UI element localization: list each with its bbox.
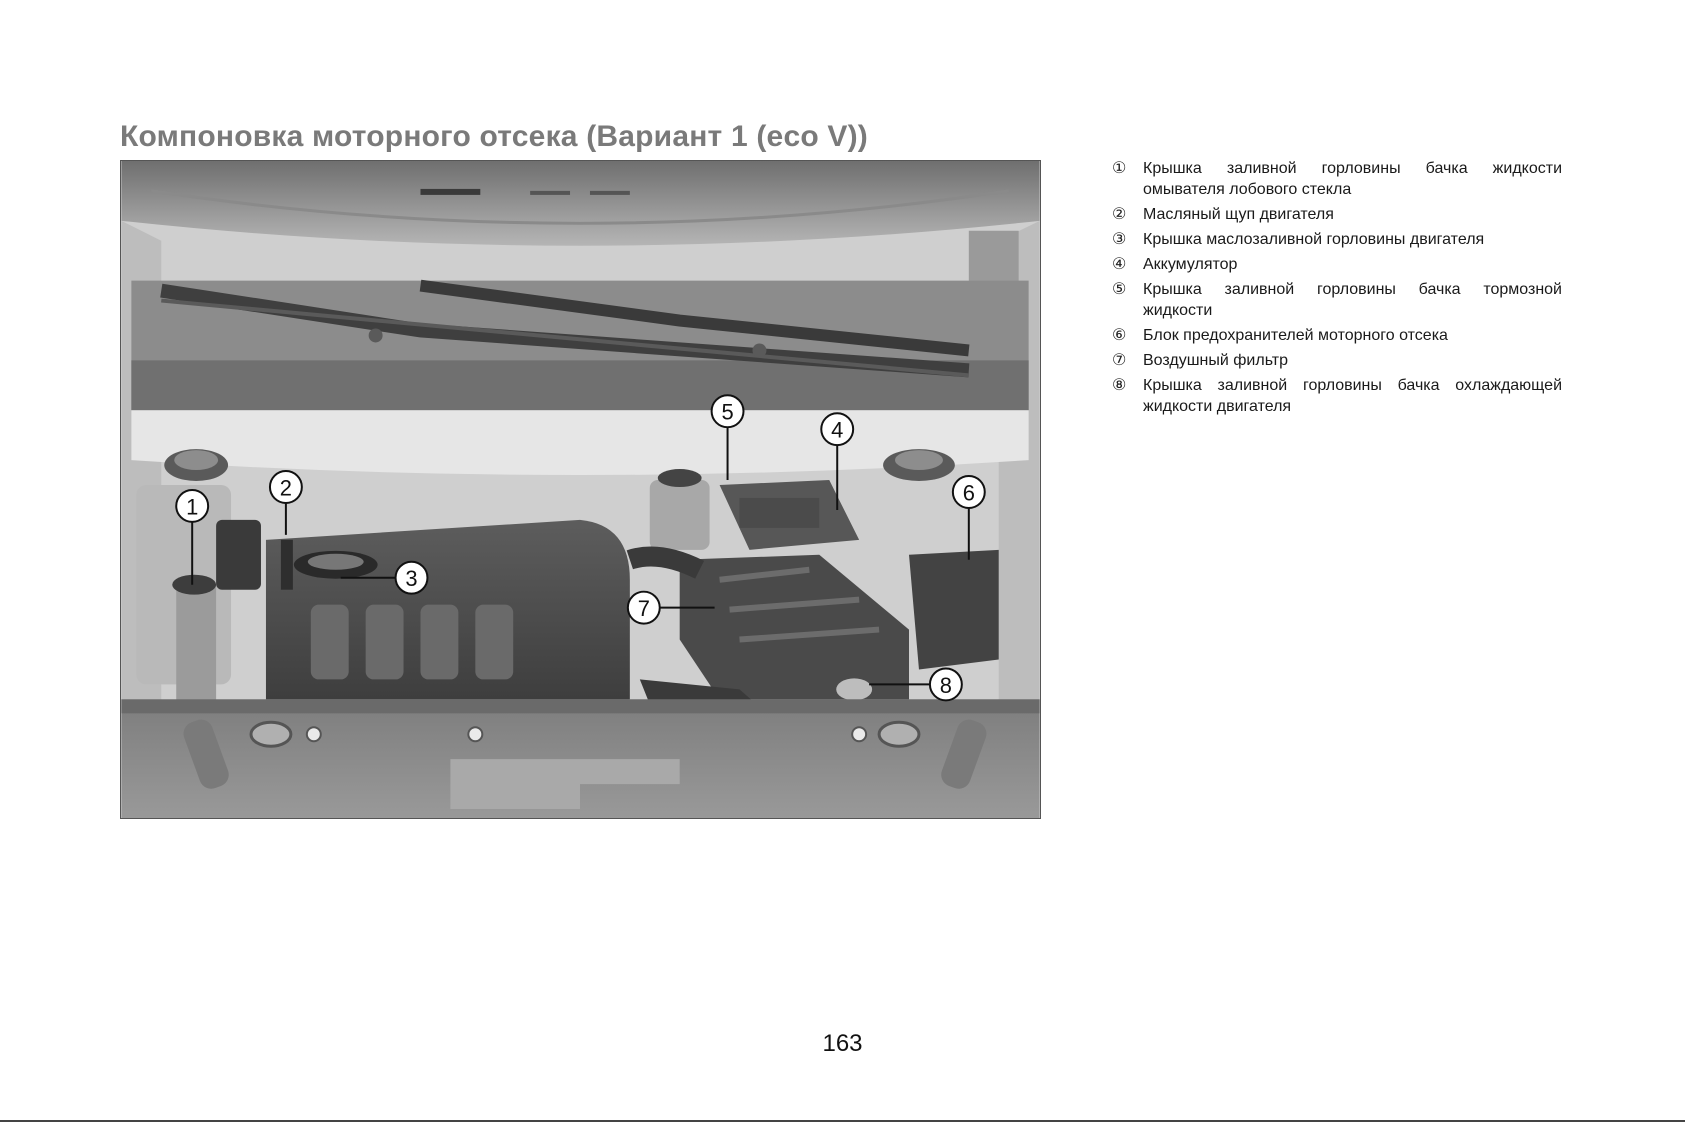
svg-text:1: 1 <box>186 494 199 520</box>
radiator-support <box>121 699 1039 818</box>
page-title: Компоновка моторного отсека (Вариант 1 (eco V)) <box>120 120 868 153</box>
legend-text: Масляный щуп двигателя <box>1143 206 1334 223</box>
legend-marker: ③ <box>1112 231 1127 248</box>
svg-text:4: 4 <box>831 417 844 443</box>
component-legend <box>1112 158 1562 421</box>
legend-marker: ⑥ <box>1112 327 1127 344</box>
svg-text:8: 8 <box>939 672 952 698</box>
callout-5 <box>712 395 744 427</box>
legend-text: Крышка маслозаливной горловины двигателя <box>1143 231 1485 248</box>
callout-6 <box>953 476 985 508</box>
legend-marker: ① <box>1112 160 1127 177</box>
legend-item-3 <box>1112 229 1562 250</box>
legend-item-1 <box>1112 158 1562 200</box>
callout-7 <box>628 592 660 624</box>
callout-1 <box>176 490 208 522</box>
callout-3 <box>396 562 428 594</box>
legend-text: Крышка заливной горловины бачка охлаждающей жидкости двигателя <box>1143 377 1562 415</box>
engine-bay-illustration <box>120 160 1041 819</box>
legend-text: Крышка заливной горловины бачка тормозной жидкости <box>1143 281 1562 319</box>
legend-item-7 <box>1112 350 1562 371</box>
callout-4 <box>821 413 853 445</box>
legend-marker: ⑤ <box>1112 281 1127 298</box>
hood-underside <box>121 161 1039 246</box>
legend-text: Блок предохранителей моторного отсека <box>1143 327 1448 344</box>
legend-item-8 <box>1112 375 1562 417</box>
legend-text: Крышка заливной горловины бачка жидкости омывателя лобового стекла <box>1143 160 1562 198</box>
svg-text:3: 3 <box>405 566 418 592</box>
legend-marker: ② <box>1112 206 1127 223</box>
legend-item-2 <box>1112 204 1562 225</box>
legend-marker: ⑦ <box>1112 352 1127 369</box>
coolant-cap <box>836 678 872 700</box>
legend-text: Аккумулятор <box>1143 256 1238 273</box>
svg-text:2: 2 <box>279 475 292 501</box>
legend-item-5 <box>1112 279 1562 321</box>
legend-text: Воздушный фильтр <box>1143 352 1289 369</box>
svg-text:6: 6 <box>962 480 975 506</box>
callout-2 <box>270 471 302 503</box>
legend-marker: ⑧ <box>1112 377 1127 394</box>
fuse-box <box>909 550 999 670</box>
engine-bay-drawing <box>121 161 1040 818</box>
callout-8 <box>930 668 962 700</box>
svg-text:7: 7 <box>637 596 650 622</box>
legend-marker: ④ <box>1112 256 1127 273</box>
page-number: 163 <box>822 1030 863 1057</box>
legend-item-4 <box>1112 254 1562 275</box>
svg-text:5: 5 <box>721 399 734 425</box>
bottom-divider <box>0 1120 1685 1122</box>
brake-reservoir <box>650 480 710 550</box>
legend-item-6 <box>1112 325 1562 346</box>
